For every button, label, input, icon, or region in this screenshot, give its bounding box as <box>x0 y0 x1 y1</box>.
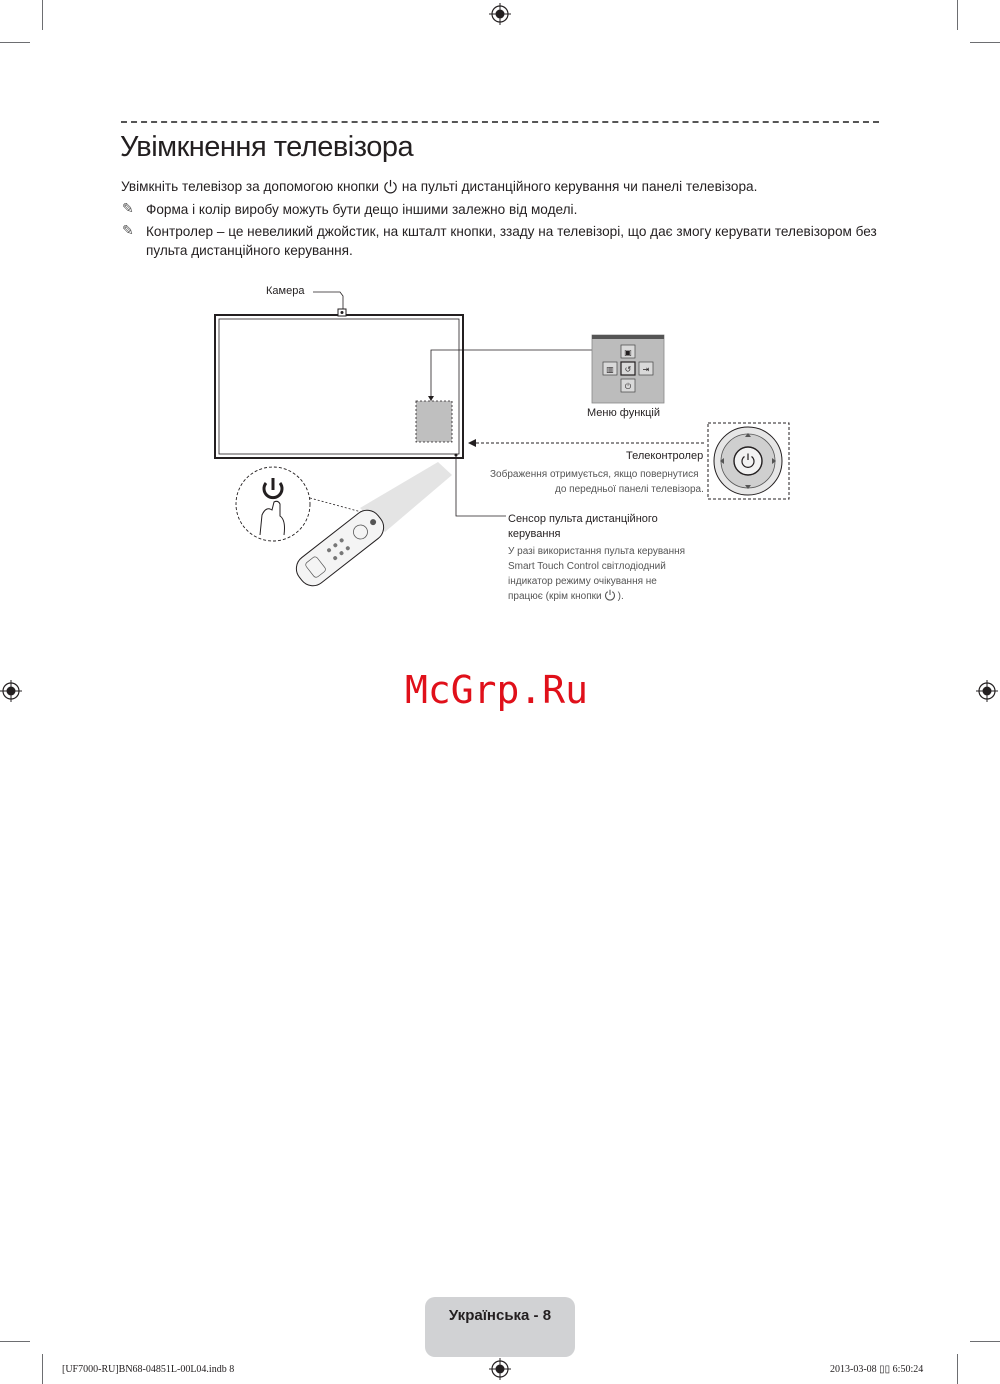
footer-timestamp: 2013-03-08 ▯▯ 6:50:24 <box>830 1364 924 1375</box>
svg-text:⇥: ⇥ <box>642 365 650 374</box>
crop-mark-top-right-h <box>970 42 1000 43</box>
power-button-zoom <box>236 467 310 541</box>
watermark: McGrp.Ru <box>405 668 589 712</box>
sensor-desc-1: У разі використання пульта керування <box>508 546 686 557</box>
crop-mark-bottom-right-h <box>970 1341 1000 1342</box>
power-icon <box>383 179 398 194</box>
sensor-label-1: Сенсор пульта дистанційного <box>508 513 658 525</box>
crop-mark-top-right-v <box>957 0 958 30</box>
crop-mark-bottom-left-v <box>42 1354 43 1384</box>
page-number-tab <box>425 1297 575 1357</box>
sensor-desc-3: індикатор режиму очікування не <box>508 576 657 587</box>
camera-label: Камера <box>266 285 305 297</box>
note-1-text: Форма і колір виробу можуть бути дещо іншими залежно від моделі. <box>146 202 578 217</box>
registration-mark-right <box>976 680 998 702</box>
note-icon-2: ✎ <box>122 222 134 238</box>
sensor-desc-end: ). <box>617 591 624 602</box>
camera-leader-line <box>313 292 343 309</box>
note-icon-1: ✎ <box>122 200 134 216</box>
sensor-desc-4 <box>508 589 624 604</box>
section-title: Увімкнення телевізора <box>120 131 414 163</box>
intro-text-after: на пульті дистанційного керування чи панелі телевізора. <box>401 179 758 194</box>
registration-mark-left <box>0 680 22 702</box>
sensor-desc-2: Smart Touch Control світлодіодний <box>508 561 666 572</box>
intro-text-before: Увімкніть телевізор за допомогою кнопки <box>121 179 379 194</box>
svg-text:↺: ↺ <box>624 365 632 374</box>
sensor-label-2: керування <box>508 528 561 540</box>
crop-mark-bottom-left-h <box>0 1341 30 1342</box>
svg-text:▣: ▣ <box>624 348 632 357</box>
svg-text:▥: ▥ <box>606 365 614 374</box>
tv-controller-graphic <box>708 423 789 499</box>
controller-area <box>416 401 452 442</box>
sensor-desc-4-text: працює (крім кнопки <box>508 591 602 602</box>
registration-mark-top <box>489 3 511 25</box>
tv-controller-desc-1: Зображення отримується, якщо повернутися <box>490 469 699 480</box>
tv-diagram <box>200 280 800 610</box>
footer-file-info: [UF7000-RU]BN68-04851L-00L04.indb 8 <box>62 1364 235 1375</box>
section-divider <box>121 121 879 123</box>
function-menu-graphic <box>592 335 664 403</box>
function-menu-label: Меню функцій <box>587 407 660 419</box>
page-number-label: Українська - 8 <box>448 1307 552 1324</box>
registration-mark-bottom <box>489 1358 511 1380</box>
svg-text:⏻: ⏻ <box>624 382 632 391</box>
sensor-leader-line <box>456 455 506 516</box>
intro-paragraph <box>121 178 757 195</box>
tv-controller-label: Телеконтролер <box>626 450 704 462</box>
crop-mark-top-left-v <box>42 0 43 30</box>
note-2-line-1: Контролер – це невеликий джойстик, на кшталт кнопки, ззаду на телевізорі, що дає змогу керувати телевізором без <box>146 224 877 239</box>
crop-mark-bottom-right-v <box>957 1354 958 1384</box>
note-2-line-2: пульта дистанційного керування. <box>146 243 353 258</box>
camera-icon <box>338 309 346 316</box>
power-icon-small <box>604 589 616 601</box>
tv-controller-desc-2: до передньої панелі телевізора. <box>555 484 704 495</box>
crop-mark-top-left-h <box>0 42 30 43</box>
